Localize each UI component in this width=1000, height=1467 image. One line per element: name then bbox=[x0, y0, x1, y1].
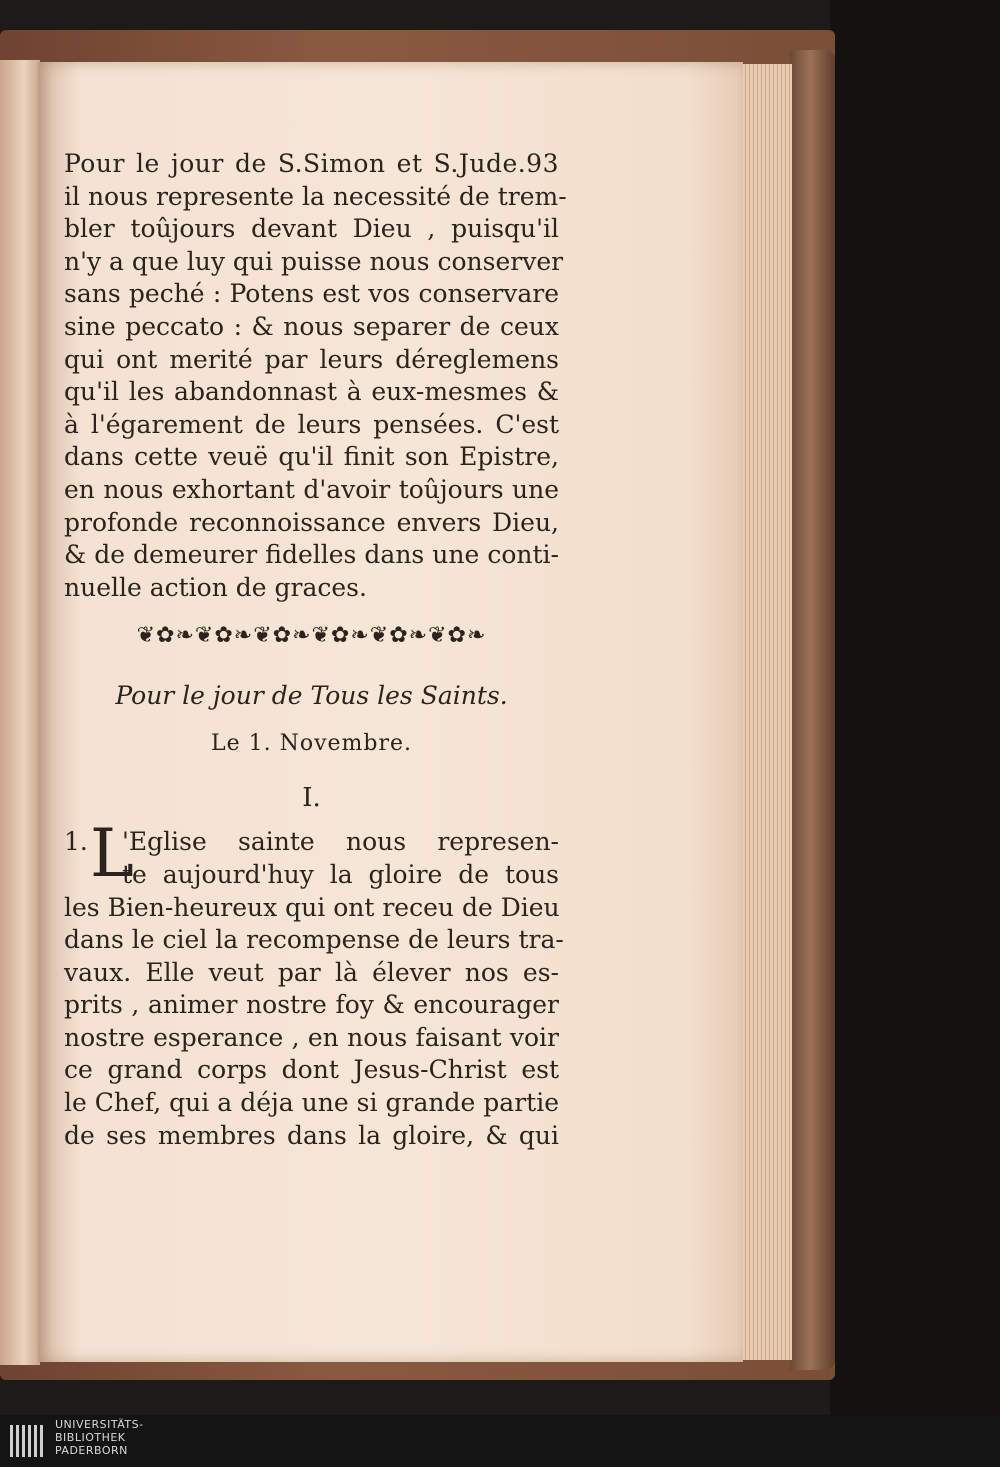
section-date: Le 1. Novembre. bbox=[210, 731, 413, 757]
text-line: ce grand corps dont Jesus-Christ est bbox=[64, 1055, 559, 1085]
paragraph-opening bbox=[64, 815, 559, 893]
text-line: sine peccato : & nous separer de ceux bbox=[64, 311, 559, 341]
left-page-edge bbox=[0, 60, 40, 1365]
text-line: le Chef, qui a déja une si grande partie bbox=[64, 1088, 559, 1118]
text-line: nuelle action de graces. bbox=[64, 572, 367, 602]
text-line: 'Eglise sainte nous represen- bbox=[122, 827, 559, 857]
text-line: de ses membres dans la gloire, & qui bbox=[64, 1120, 559, 1150]
paragraph-body bbox=[64, 892, 564, 1153]
library-name-line: UNIVERSITÄTS- bbox=[55, 1418, 144, 1431]
section-title: Pour le jour de Tous les Saints. bbox=[115, 681, 508, 711]
section-number: I. bbox=[302, 783, 321, 814]
drop-cap: L bbox=[90, 815, 134, 893]
text-line: bler toûjours devant Dieu , puisqu'il bbox=[64, 214, 559, 244]
library-logo-icon bbox=[8, 1421, 48, 1461]
paragraph-previous bbox=[64, 181, 567, 605]
text-line: qu'il les abandonnast à eux-mesmes & bbox=[64, 377, 559, 407]
text-line: les Bien-heureux qui ont receu de Dieu bbox=[64, 892, 560, 922]
page-text bbox=[64, 148, 567, 1152]
background-right bbox=[830, 0, 1000, 1415]
text-line: qui ont merité par leurs déreglemens bbox=[64, 344, 559, 374]
paragraph-number: 1. bbox=[64, 827, 88, 857]
text-line: profonde reconnoissance envers Dieu, bbox=[64, 507, 559, 537]
text-line: te aujourd'huy la gloire de tous bbox=[122, 859, 559, 889]
text-line: il nous represente la necessité de trem- bbox=[64, 181, 567, 211]
book-cover-edge bbox=[790, 50, 835, 1370]
page-block-edges bbox=[742, 64, 792, 1360]
library-footer bbox=[0, 1415, 1000, 1467]
text-line: prits , animer nostre foy & encourager bbox=[64, 990, 559, 1020]
text-line: nostre esperance , en nous faisant voir bbox=[64, 1022, 559, 1052]
text-line: vaux. Elle veut par là élever nos es- bbox=[64, 957, 559, 987]
library-name-line: PADERBORN bbox=[55, 1444, 128, 1457]
library-name bbox=[55, 1418, 144, 1457]
text-line: sans peché : Potens est vos conservare bbox=[64, 279, 559, 309]
text-line: n'y a que luy qui puisse nous conserver bbox=[64, 246, 564, 276]
ornament-band: ❦✿❧❦✿❧❦✿❧❦✿❧❦✿❧❦✿❧ bbox=[136, 623, 487, 649]
text-line: dans le ciel la recompense de leurs tra- bbox=[64, 925, 564, 955]
running-head: Pour le jour de S.Simon et S.Jude.93 bbox=[64, 149, 559, 178]
text-line: & de demeurer fidelles dans une conti- bbox=[64, 540, 559, 570]
text-line: en nous exhortant d'avoir toûjours une bbox=[64, 474, 559, 504]
library-name-line: BIBLIOTHEK bbox=[55, 1431, 126, 1444]
text-line: à l'égarement de leurs pensées. C'est bbox=[64, 409, 559, 439]
text-line: dans cette veuë qu'il finit son Epistre, bbox=[64, 442, 559, 472]
